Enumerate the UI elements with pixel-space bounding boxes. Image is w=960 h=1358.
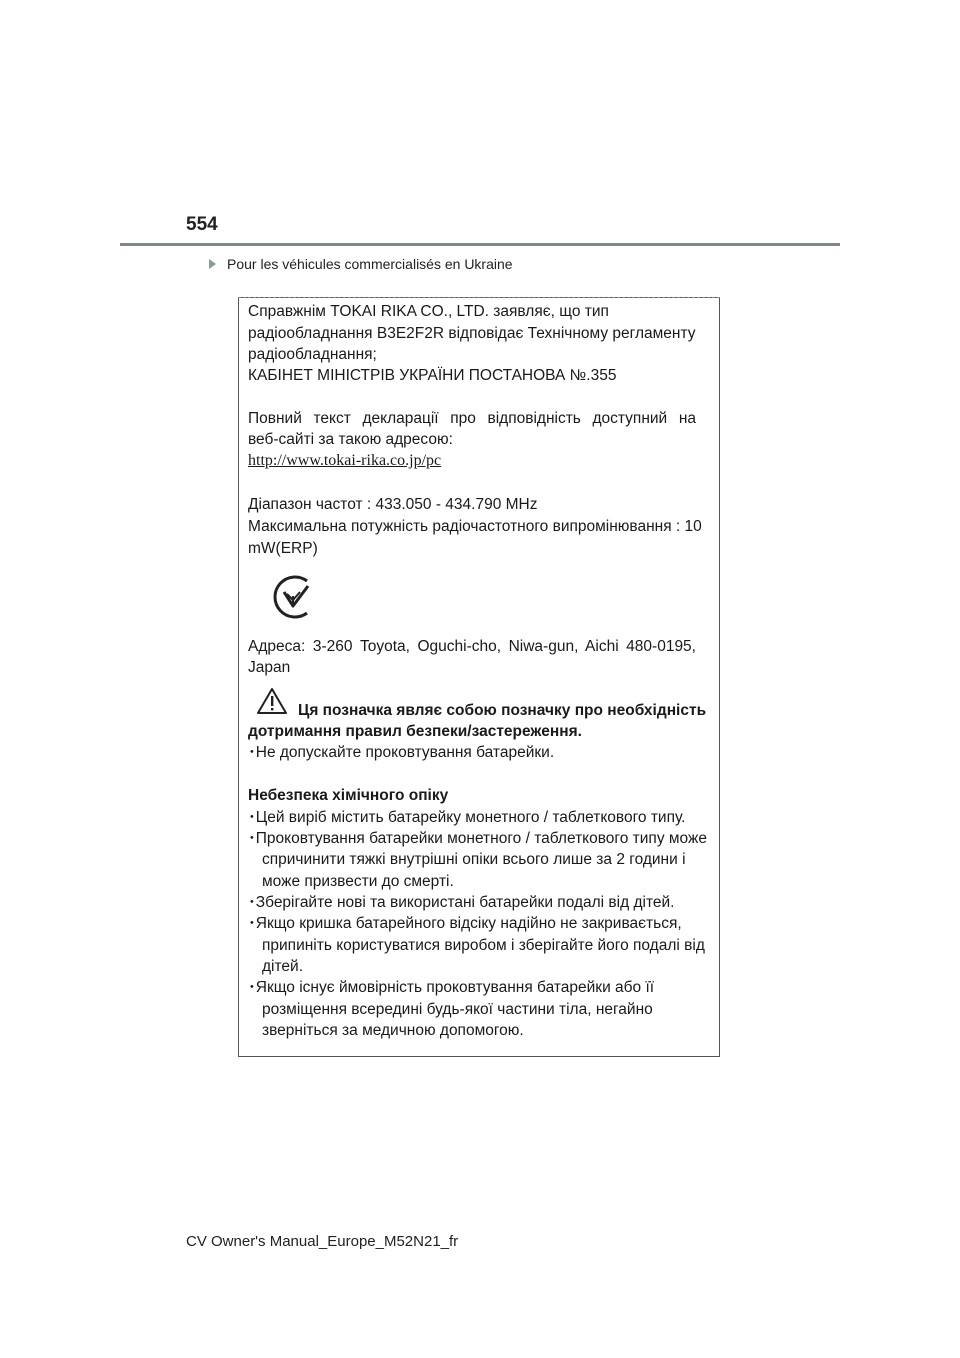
intro-line: радіообладнання B3E2F2R відповідає Технічному регламенту (248, 325, 696, 342)
triangle-bullet-icon (209, 259, 216, 269)
address-line: Адреса: 3-260 Toyota, Oguchi-cho, Niwa-gun, Aichi 480-0195, (248, 638, 696, 655)
hazard-item-cont: зверніться за медичною допомогою. (262, 1022, 524, 1039)
page-number: 554 (186, 214, 218, 235)
warning-title-line: дотримання правил безпеки/застереження. (248, 723, 582, 740)
hazard-item: ･Якщо кришка батарейного відсіку надійно не закривається, (248, 915, 682, 932)
hazard-item: ･Цей виріб містить батарейку монетного / таблеткового типу. (248, 809, 686, 826)
warning-triangle-icon (256, 687, 288, 715)
fulltext-line: Повний текст декларації про відповідність доступний на (248, 410, 696, 427)
power-line: mW(ERP) (248, 540, 318, 557)
hazard-item-cont: припиніть користуватися виробом і зберігайте його подалі від (262, 937, 705, 954)
page-footer: CV Owner's Manual_Europe_M52N21_fr (186, 1233, 459, 1250)
declaration-url-link[interactable]: http://www.tokai-rika.co.jp/pc (248, 452, 442, 469)
hazard-item-cont: розміщення всередині будь-якої частини тіла, негайно (262, 1001, 653, 1018)
warning-item: ･Не допускайте проковтування батарейки. (248, 744, 555, 761)
intro-line: КАБІНЕТ МІНІСТРІВ УКРАЇНИ ПОСТАНОВА №.355 (248, 367, 617, 384)
hazard-item: ･Якщо існує ймовірність проковтування батарейки або її (248, 979, 655, 996)
hazard-item-cont: може призвести до смерті. (262, 873, 454, 890)
frequency-range: Діапазон частот : 433.050 - 434.790 MHz (248, 496, 538, 513)
power-line: Максимальна потужність радіочастотного випромінювання : 10 (248, 518, 702, 535)
hazard-item: ･Проковтування батарейки монетного / таблеткового типу може (248, 830, 707, 847)
address-line: Japan (248, 659, 291, 676)
hazard-item-cont: спричинити тяжкі внутрішні опіки всього лише за 2 години і (262, 851, 686, 868)
hazard-title: Небезпека хімічного опіку (248, 787, 449, 804)
hazard-item: ･Зберігайте нові та використані батарейки подалі від дітей. (248, 894, 675, 911)
ukraine-conformity-mark-icon (270, 572, 320, 622)
intro-line: Справжнім TOKAI RIKA CO., LTD. заявляє, що тип (248, 303, 609, 320)
header-rule (120, 243, 840, 246)
section-heading (209, 256, 513, 272)
warning-title-line: Ця позначка являє собою позначку про необхідність (298, 702, 707, 719)
hazard-item-cont: дітей. (262, 958, 303, 975)
section-heading-text: Pour les véhicules commercialisés en Ukraine (227, 256, 513, 272)
fulltext-line: веб-сайті за такою адресою: (248, 431, 453, 448)
intro-line: радіообладнання; (248, 346, 377, 363)
